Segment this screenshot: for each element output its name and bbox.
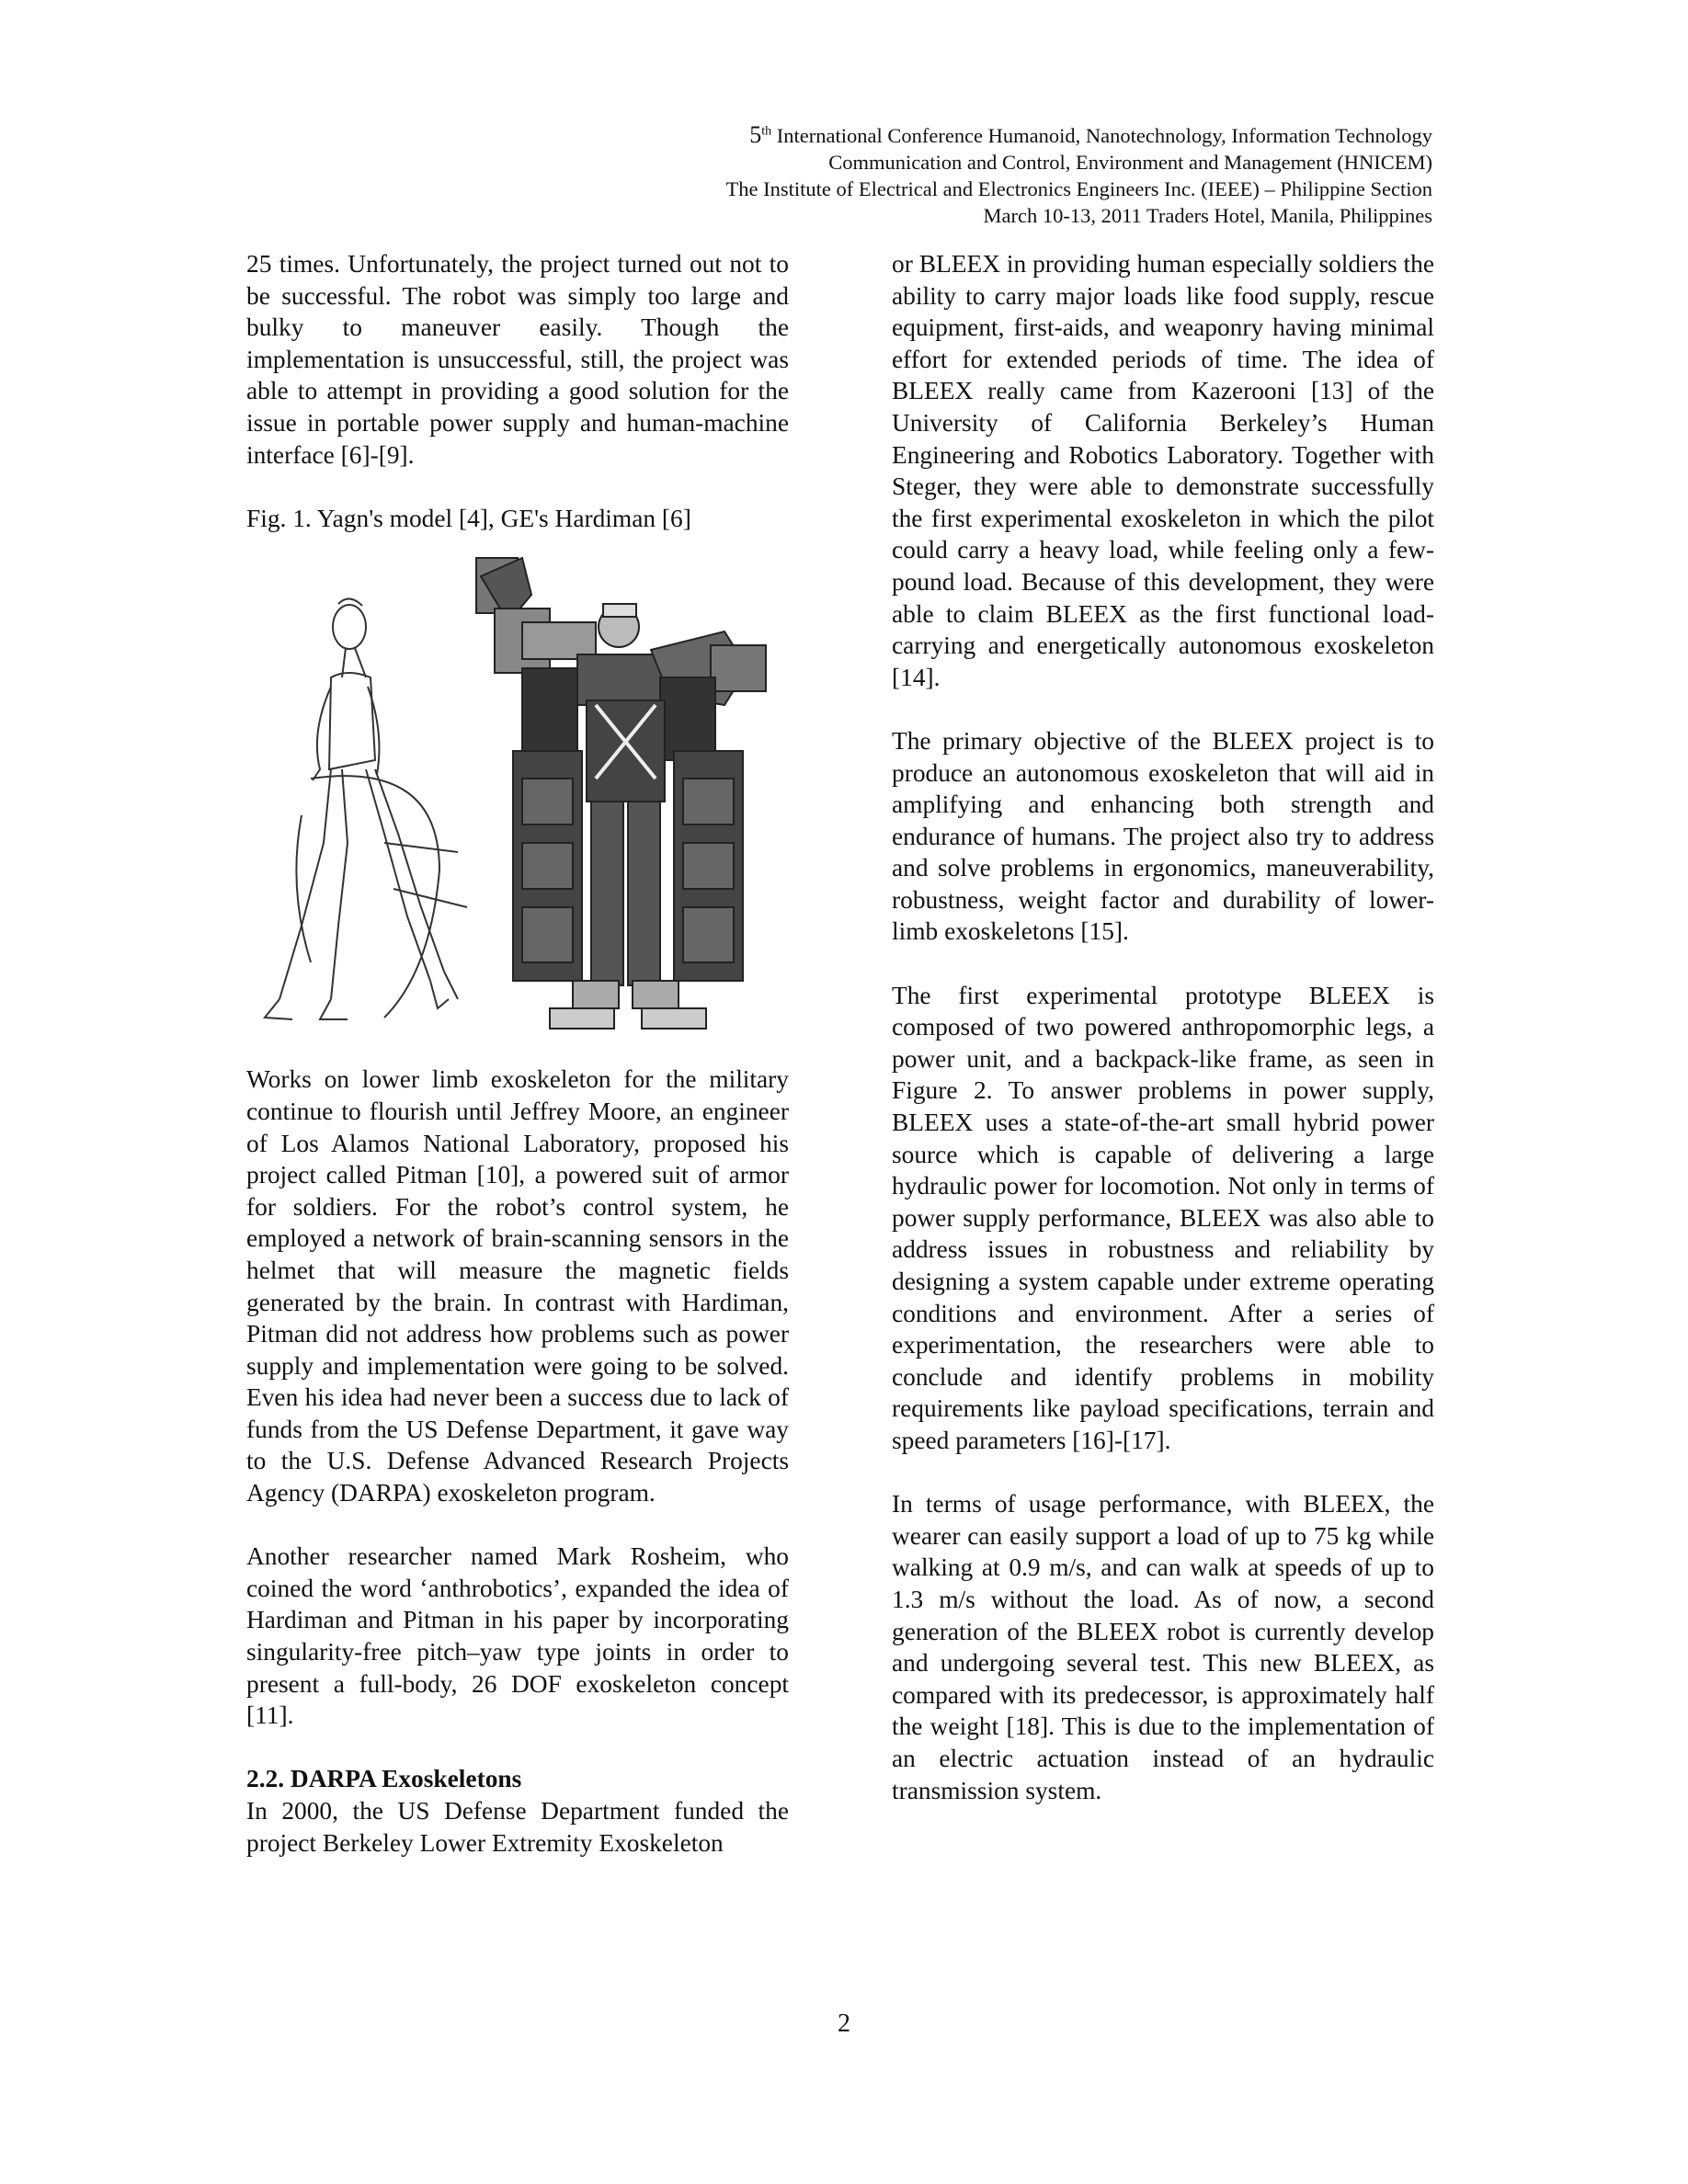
page-number: 2 bbox=[838, 2009, 850, 2038]
header-ordinal-suffix: th bbox=[761, 124, 772, 139]
header-line-2: Communication and Control, Environment and Management (HNICEM) bbox=[828, 151, 1432, 174]
left-paragraph-1: 25 times. Unfortunately, the project turned out not to be successful. The robot was simply too large and bulky to maneuver easily. Though the implementation is unsuccessful, still, the project was able to attempt in providing a good solution for the issue in portable power supply and human-machine interface [6]-[9]. bbox=[246, 250, 789, 469]
header-line-4: March 10-13, 2011 Traders Hotel, Manila, Philippines bbox=[983, 204, 1432, 227]
yagn-model-drawing bbox=[265, 599, 467, 1020]
left-paragraph-4: In 2000, the US Defense Department funded the project Berkeley Lower Extremity Exoskeleton bbox=[246, 1797, 789, 1857]
conference-header bbox=[726, 121, 1433, 229]
right-paragraph-2: The primary objective of the BLEEX project is to produce an autonomous exoskeleton that will aid in amplifying and enhancing both strength and endurance of humans. The project also try to address and solve problems in ergonomics, maneuverability, robustness, weight factor and durability of lower-limb exoskeletons [15]. bbox=[892, 726, 1434, 946]
header-conference-name: International Conference Humanoid, Nanotechnology, Information Technology bbox=[771, 124, 1432, 147]
left-paragraph-3: Another researcher named Mark Rosheim, who coined the word ‘anthrobotics’, expanded the idea of Hardiman and Pitman in his paper by incorporating singularity-free pitch–yaw type joints in order to present a full-body, 26 DOF exoskeleton concept [11]. bbox=[246, 1542, 789, 1730]
header-line-1 bbox=[726, 121, 1433, 149]
right-column bbox=[892, 248, 1434, 1806]
figure-1-illustration bbox=[246, 540, 789, 1064]
header-line-3: The Institute of Electrical and Electronics Engineers Inc. (IEEE) – Philippine Section bbox=[725, 177, 1432, 200]
figure-caption: Fig. 1. Yagn's model [4], GE's Hardiman [6] bbox=[246, 504, 691, 532]
header-ordinal: 5 bbox=[749, 121, 762, 148]
figure-1 bbox=[246, 540, 789, 1064]
right-paragraph-4: In terms of usage performance, with BLEEX, the wearer can easily support a load of up to 75 kg while walking at 0.9 m/s, and can walk at speeds of up to 1.3 m/s without the load. As of now, a second generation of the BLEEX robot is currently develop and undergoing several test. This new BLEEX, as compared with its predecessor, is approximately half the weight [18]. This is due to the implementation of an electric actuation instead of an hydraulic transmission system. bbox=[892, 1490, 1434, 1804]
left-paragraph-2: Works on lower limb exoskeleton for the military continue to flourish until Jeffrey Moore, an engineer of Los Alamos National Laboratory, proposed his project called Pitman [10], a powered suit of armor for soldiers. For the robot’s control system, he employed a network of brain-scanning sensors in the helmet that will measure the magnetic fields generated by the brain. In contrast with Hardiman, Pitman did not address how problems such as power supply and implementation were going to be solved. Even his idea had never been a success due to lack of funds from the US Defense Department, it gave way to the U.S. Defense Advanced Research Projects Agency (DARPA) exoskeleton program. bbox=[246, 1065, 789, 1507]
hardiman-photo bbox=[476, 558, 766, 1029]
right-paragraph-3: The first experimental prototype BLEEX is composed of two powered anthropomorphic legs, a power unit, and a backpack-like frame, as seen in Figure 2. To answer problems in power supply, BLEEX uses a state-of-the-art small hybrid power source which is capable of delivering a large hydraulic power for locomotion. Not only in terms of power supply performance, BLEEX was also able to address issues in robustness and reliability by designing a system capable under extreme operating conditions and environment. After a series of experimentation, the researchers were able to conclude and identify problems in mobility requirements like payload specifications, terrain and speed parameters [16]-[17]. bbox=[892, 981, 1434, 1454]
section-heading: 2.2. DARPA Exoskeletons bbox=[246, 1765, 522, 1793]
left-column bbox=[246, 248, 789, 1859]
right-paragraph-1: or BLEEX in providing human especially soldiers the ability to carry major loads like food supply, rescue equipment, first-aids, and weaponry having minimal effort for extended periods of time. The idea of BLEEX really came from Kazerooni [13] of the University of California Berkeley’s Human Engineering and Robotics Laboratory. Together with Steger, they were able to demonstrate successfully the first experimental exoskeleton in which the pilot could carry a heavy load, while feeling only a few-pound load. Because of this development, they were able to claim BLEEX as the first functional load-carrying and energetically autonomous exoskeleton [14]. bbox=[892, 250, 1434, 691]
